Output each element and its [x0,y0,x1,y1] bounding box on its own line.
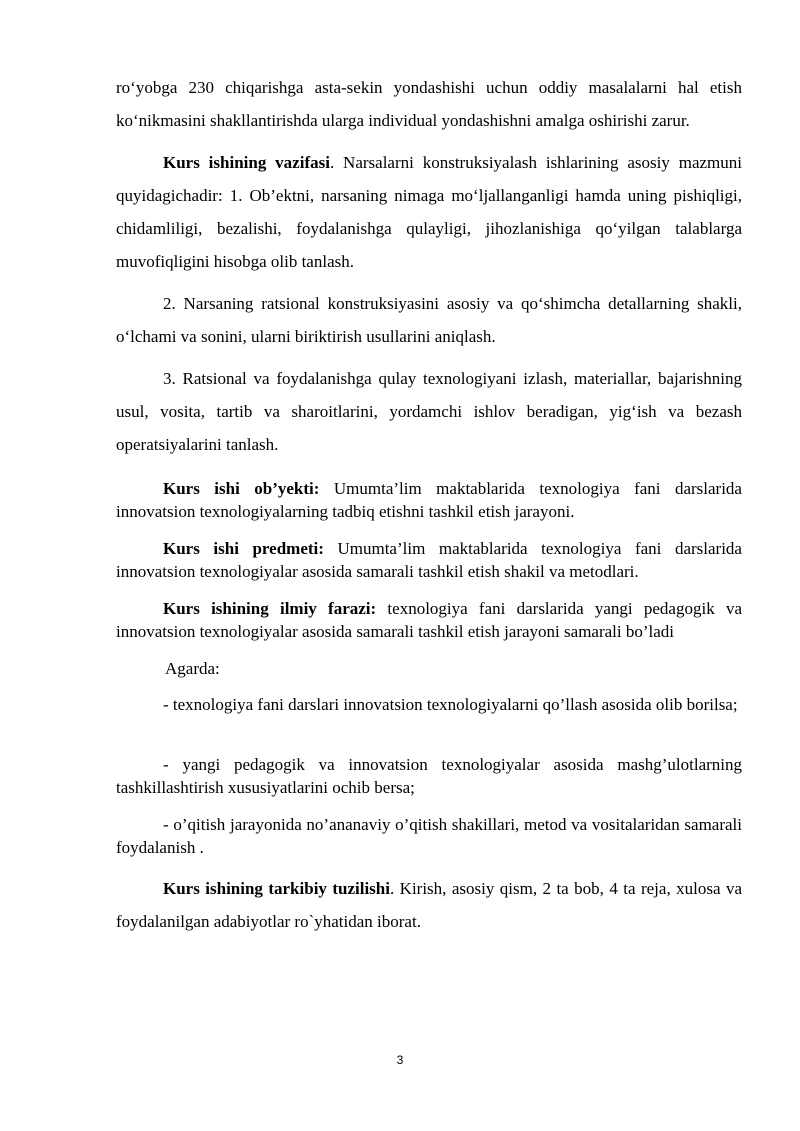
course-subject-text: Umumta’lim maktablarida texnologiya fani darslarida innovatsion texnologiyalar asosida samarali tashkil etish shakil va metodlari. [116,539,742,581]
paragraph-intro-continuation: ro‘yobga 230 chiqarishga asta-sekin yondashishi uchun oddiy masalalarni hal etish ko‘nikmasini shakllantirishda ularga individual yondashishni amalga oshirishi zarur. [116,78,742,130]
paragraph-task-3: 3. Ratsional va foydalanishga qulay texnologiyani izlash, materiallar, bajarishning usul, vosita, tartib va sharoitlarini, yordamchi ishlov beradigan, yig‘ish va bezash operatsiyalarini tanlash. [116,369,742,454]
course-object-text: Umumta’lim maktablarida texnologiya fani darslarida innovatsion texnologiyalarning tadbiq etishni tashkil etish jarayoni. [116,479,742,521]
paragraph-course-tasks [116,146,742,278]
course-tasks-label: Kurs ishining vazifasi [163,153,330,172]
list-item-condition-2: - yangi pedagogik va innovatsion texnologiyalar asosida mashg’ulotlarning tashkillashtirish xususiyatlarini ochib bersa; [116,755,742,797]
list-item-condition-3: - o’qitish jarayonida no’ananaviy o’qitish shakillari, metod va vositalaridan samarali foydalanish . [116,815,742,857]
paragraph-condition-intro: Agarda: [165,659,220,678]
paragraph-course-object [116,477,742,523]
paragraph-task-2: 2. Narsaning ratsional konstruksiyasini asosiy va qo‘shimcha detallarning shakli, o‘lchami va sonini, ularni biriktirish usullarini aniqlash. [116,294,742,346]
paragraph-structure [116,872,742,938]
structure-text: . Kirish, asosiy qism, 2 ta bob, 4 ta reja, xulosa va foydalanilgan adabiyotlar ro`yhatidan iborat. [116,879,742,931]
course-subject-label: Kurs ishi predmeti: [163,539,324,558]
paragraph-course-subject [116,537,742,583]
hypothesis-label: Kurs ishining ilmiy farazi: [163,599,377,618]
hypothesis-text: texnologiya fani darslarida yangi pedagogik va innovatsion texnologiyalar asosida samarali tashkil etish jarayoni samarali bo’ladi [116,599,742,641]
list-item-condition-1: - texnologiya fani darslari innovatsion texnologiyalarni qo’llash asosida olib borilsa; [163,695,738,714]
course-object-label: Kurs ishi ob’yekti: [163,479,320,498]
structure-label: Kurs ishining tarkibiy tuzilishi [163,879,390,898]
paragraph-hypothesis [116,597,742,643]
page-number: 3 [396,1053,404,1067]
course-tasks-text: . Narsalarni konstruksiyalash ishlarining asosiy mazmuni quyidagichadir: 1. Ob’ektni, narsaning nimaga mo‘ljallanganligi hamda uning pishiqligi, chidamliligi, bezalishi, foydalanishga qulayligi, jihozlanishiga qo‘yilgan talablarga muvofiqligini hisobga olib tanlash. [116,153,742,271]
